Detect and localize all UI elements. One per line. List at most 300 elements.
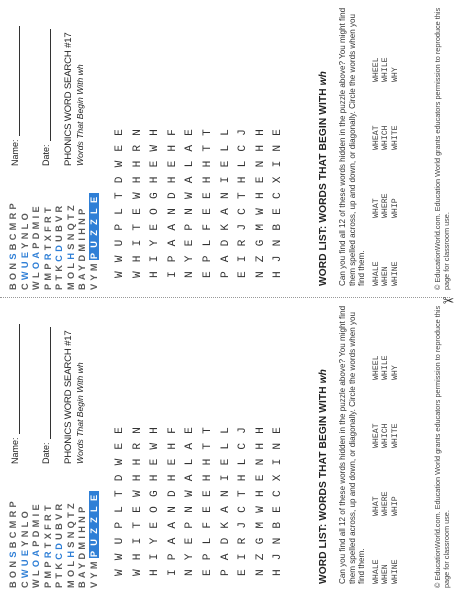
grid-letter[interactable]: U <box>114 537 126 545</box>
logo-letter: V <box>54 212 64 222</box>
grid-letter[interactable]: E <box>272 427 285 434</box>
grid-letter[interactable]: E <box>149 223 162 231</box>
grid-letter[interactable]: E <box>201 506 214 513</box>
grid-letter[interactable]: H <box>131 474 144 482</box>
grid-letter[interactable]: H <box>272 271 285 278</box>
puzzle-logo <box>8 193 100 290</box>
grid-row <box>165 418 183 576</box>
grid-letter[interactable]: L <box>219 442 232 450</box>
logo-row <box>66 491 78 588</box>
grid-row <box>235 120 253 278</box>
grid-letter[interactable]: N <box>166 208 179 215</box>
grid-letter[interactable]: E <box>184 537 197 545</box>
grid-letter[interactable]: W <box>114 255 126 263</box>
grid-letter[interactable]: N <box>166 506 179 513</box>
grid-letter[interactable]: E <box>254 474 267 482</box>
logo-letter: B <box>8 240 18 251</box>
word-item: WHINE <box>390 261 400 286</box>
grid-letter[interactable]: E <box>219 458 232 466</box>
word-item: WHALE <box>372 261 381 286</box>
grid-letter[interactable]: P <box>219 271 232 278</box>
word-item: WHIP <box>390 496 400 516</box>
logo-letter: Z <box>65 500 76 509</box>
grid-letter[interactable]: H <box>131 176 144 184</box>
logo-letter: L <box>31 567 41 577</box>
grid-letter[interactable]: H <box>131 160 144 168</box>
grid-letter[interactable]: L <box>201 537 214 545</box>
grid-letter[interactable]: H <box>201 474 214 482</box>
grid-letter[interactable]: E <box>114 427 126 434</box>
grid-letter[interactable]: F <box>166 427 179 434</box>
grid-letter[interactable]: E <box>184 427 197 434</box>
grid-letter[interactable]: E <box>201 271 214 278</box>
grid-letter[interactable]: A <box>184 474 197 482</box>
grid-letter[interactable]: A <box>166 239 179 247</box>
grid-letter[interactable]: W <box>131 490 144 498</box>
logo-letter: C <box>8 230 18 241</box>
logo-row <box>8 193 20 290</box>
logo-letter: U <box>54 529 64 540</box>
grid-letter[interactable]: G <box>254 537 267 545</box>
grid-letter[interactable]: H <box>149 129 162 136</box>
grid-letter[interactable]: I <box>237 255 250 263</box>
grid-letter[interactable]: E <box>149 458 162 466</box>
logo-letter: P <box>88 249 99 260</box>
grid-letter[interactable]: H <box>149 271 162 278</box>
grid-letter[interactable]: P <box>166 553 179 561</box>
logo-letter: K <box>54 261 64 272</box>
logo-letter: E <box>88 193 99 204</box>
grid-letter[interactable]: D <box>114 474 126 482</box>
grid-letter[interactable]: M <box>254 521 267 529</box>
grid-letter[interactable]: H <box>131 255 144 263</box>
grid-letter[interactable]: N <box>184 271 197 278</box>
grid-letter[interactable]: L <box>184 458 197 466</box>
name-label: Name: <box>10 437 20 464</box>
grid-letter[interactable]: W <box>149 442 162 450</box>
grid-letter[interactable]: K <box>219 521 232 529</box>
logo-letter: U <box>19 556 30 567</box>
grid-letter[interactable]: N <box>272 239 285 247</box>
logo-row <box>20 491 32 588</box>
grid-letter[interactable]: R <box>131 442 144 450</box>
logo-letter: D <box>31 229 41 240</box>
logo-letter: O <box>19 507 30 519</box>
letter-grid <box>112 418 288 576</box>
grid-letter[interactable]: E <box>184 239 197 247</box>
grid-letter[interactable]: H <box>254 192 267 200</box>
grid-letter[interactable]: C <box>272 192 285 200</box>
logo-letter: P <box>31 239 41 249</box>
word-item: WHILE <box>381 355 391 380</box>
logo-letter: N <box>65 528 76 539</box>
grid-letter[interactable]: H <box>131 553 144 561</box>
grid-letter[interactable]: I <box>219 474 232 482</box>
grid-letter[interactable]: E <box>114 144 126 152</box>
grid-letter[interactable]: L <box>219 144 232 152</box>
grid-letter[interactable]: I <box>166 569 179 576</box>
logo-letter: Z <box>88 215 99 225</box>
grid-row <box>218 120 236 278</box>
grid-letter[interactable]: E <box>184 129 197 136</box>
logo-letter: D <box>31 527 41 538</box>
grid-letter[interactable]: Y <box>184 553 197 561</box>
logo-letter: M <box>8 219 18 231</box>
grid-letter[interactable]: H <box>149 569 162 576</box>
logo-letter: M <box>42 567 53 579</box>
grid-letter[interactable]: H <box>254 427 267 434</box>
logo-letter: M <box>8 517 18 529</box>
grid-letter[interactable]: P <box>184 521 197 529</box>
grid-letter[interactable]: P <box>114 521 126 529</box>
grid-letter[interactable]: W <box>131 569 144 576</box>
grid-letter[interactable]: P <box>201 255 214 263</box>
grid-letter[interactable]: E <box>254 176 267 184</box>
grid-letter[interactable]: M <box>254 223 267 231</box>
logo-row <box>77 193 89 290</box>
logo-letter: M <box>88 558 99 570</box>
grid-letter[interactable]: A <box>184 144 197 152</box>
grid-letter[interactable]: T <box>237 490 250 498</box>
grid-letter[interactable]: O <box>149 506 162 513</box>
logo-letter: U <box>54 231 64 242</box>
grid-letter[interactable]: H <box>272 569 285 576</box>
grid-letter[interactable]: N <box>131 427 144 434</box>
grid-letter[interactable]: N <box>184 506 197 513</box>
grid-letter[interactable]: W <box>131 271 144 278</box>
logo-letter: S <box>8 548 18 558</box>
grid-letter[interactable]: J <box>272 553 285 561</box>
grid-letter[interactable]: N <box>219 192 232 200</box>
grid-letter[interactable]: W <box>114 553 126 561</box>
grid-letter[interactable]: A <box>184 442 197 450</box>
logo-letter: W <box>31 278 41 290</box>
grid-letter[interactable]: W <box>114 160 126 168</box>
date-line <box>41 327 51 439</box>
grid-letter[interactable]: A <box>219 553 232 561</box>
logo-letter: R <box>54 500 64 511</box>
grid-letter[interactable]: I <box>166 271 179 278</box>
logo-letter: W <box>19 566 30 579</box>
grid-letter[interactable]: P <box>166 255 179 263</box>
grid-letter[interactable]: G <box>254 239 267 247</box>
grid-letter[interactable]: C <box>272 490 285 498</box>
logo-letter: O <box>8 269 18 281</box>
grid-letter[interactable]: H <box>149 176 162 184</box>
logo-row <box>20 193 32 290</box>
logo-letter: C <box>54 251 64 262</box>
word-list-title <box>318 71 329 286</box>
grid-row <box>253 418 271 576</box>
grid-letter[interactable]: I <box>272 458 285 466</box>
logo-letter: Q <box>65 517 76 529</box>
grid-letter[interactable]: E <box>149 521 162 529</box>
logo-letter: A <box>31 546 41 557</box>
grid-letter[interactable]: D <box>219 537 232 545</box>
grid-letter[interactable]: E <box>219 160 232 168</box>
logo-letter: I <box>77 532 87 539</box>
grid-letter[interactable]: H <box>166 144 179 152</box>
logo-letter: H <box>65 547 76 558</box>
grid-letter[interactable]: A <box>166 537 179 545</box>
grid-letter[interactable]: T <box>201 144 214 152</box>
grid-letter[interactable]: H <box>149 474 162 482</box>
grid-letter[interactable]: H <box>237 474 250 482</box>
grid-letter[interactable]: H <box>131 458 144 466</box>
grid-letter[interactable]: Z <box>254 553 267 561</box>
grid-letter[interactable]: Y <box>149 537 162 545</box>
page-subtitle: Words That Begin With wh <box>75 64 85 166</box>
grid-letter[interactable]: E <box>237 271 250 278</box>
logo-letter: Y <box>19 537 30 547</box>
grid-letter[interactable]: N <box>184 569 197 576</box>
word-item: WHAT <box>372 198 381 218</box>
logo-letter: L <box>88 205 99 214</box>
grid-letter[interactable]: A <box>184 176 197 184</box>
logo-letter: H <box>77 522 87 533</box>
copyright-footer: © EducationWorld.com. Education World grants educators permission to reproduce this page for classroom use. <box>433 305 451 588</box>
grid-letter[interactable]: T <box>114 192 126 200</box>
grid-letter[interactable]: I <box>131 537 144 545</box>
grid-letter[interactable]: E <box>114 129 126 136</box>
logo-row <box>77 491 89 588</box>
logo-letter: M <box>77 240 87 252</box>
grid-letter[interactable]: T <box>114 490 126 498</box>
name-line <box>10 26 20 136</box>
logo-letter: Y <box>77 559 87 569</box>
grid-letter[interactable]: P <box>219 569 232 576</box>
grid-letter[interactable]: E <box>166 160 179 168</box>
grid-letter[interactable]: L <box>114 506 126 513</box>
grid-letter[interactable]: E <box>201 569 214 576</box>
grid-letter[interactable]: A <box>166 521 179 529</box>
grid-letter[interactable]: D <box>219 239 232 247</box>
grid-letter[interactable]: E <box>131 506 144 513</box>
grid-letter[interactable]: W <box>184 192 197 200</box>
logo-row <box>89 193 101 290</box>
grid-letter[interactable]: H <box>254 129 267 136</box>
logo-letter: O <box>19 209 30 221</box>
grid-letter[interactable]: A <box>166 223 179 231</box>
grid-letter[interactable]: N <box>219 490 232 498</box>
grid-letter[interactable]: E <box>114 442 126 450</box>
grid-letter[interactable]: J <box>237 129 250 136</box>
grid-letter[interactable]: E <box>201 208 214 215</box>
grid-letter[interactable]: E <box>201 192 214 200</box>
word-item: WHICH <box>381 423 391 448</box>
logo-letter: B <box>54 221 64 232</box>
grid-letter[interactable]: T <box>237 192 250 200</box>
logo-letter: P <box>54 280 64 290</box>
grid-letter[interactable]: L <box>219 129 232 136</box>
grid-letter[interactable]: I <box>237 553 250 561</box>
grid-letter[interactable]: H <box>166 176 179 184</box>
logo-letter: D <box>54 241 64 252</box>
grid-letter[interactable]: A <box>219 208 232 215</box>
grid-letter[interactable]: U <box>114 239 126 247</box>
grid-letter[interactable]: J <box>237 223 250 231</box>
word-item: WHY <box>390 67 400 82</box>
grid-letter[interactable]: N <box>254 569 267 576</box>
logo-letter: V <box>54 510 64 520</box>
grid-letter[interactable]: E <box>272 506 285 513</box>
grid-letter[interactable]: E <box>272 208 285 215</box>
logo-letter: X <box>42 529 53 540</box>
grid-letter[interactable]: P <box>114 223 126 231</box>
grid-letter[interactable]: A <box>219 255 232 263</box>
logo-letter: T <box>42 502 53 511</box>
grid-letter[interactable]: T <box>201 129 214 136</box>
grid-letter[interactable]: W <box>149 144 162 152</box>
grid-letter[interactable]: A <box>219 506 232 513</box>
logo-letter: C <box>54 549 64 560</box>
logo-letter: K <box>54 559 64 570</box>
grid-letter[interactable]: H <box>254 490 267 498</box>
grid-letter[interactable]: Y <box>184 255 197 263</box>
grid-letter[interactable]: Z <box>254 255 267 263</box>
date-field <box>41 29 51 166</box>
logo-letter: H <box>65 249 76 260</box>
date-label: Date: <box>41 144 51 166</box>
grid-letter[interactable]: D <box>166 490 179 498</box>
grid-letter[interactable]: I <box>149 255 162 263</box>
grid-letter[interactable]: N <box>254 160 267 168</box>
logo-row <box>8 491 20 588</box>
grid-letter[interactable]: W <box>114 271 126 278</box>
grid-letter[interactable]: B <box>272 223 285 231</box>
grid-letter[interactable]: P <box>184 223 197 231</box>
grid-letter[interactable]: F <box>201 223 214 231</box>
grid-letter[interactable]: N <box>131 129 144 136</box>
grid-letter[interactable]: E <box>149 160 162 168</box>
logo-letter: A <box>77 270 87 281</box>
grid-letter[interactable]: E <box>272 129 285 136</box>
grid-letter[interactable]: I <box>272 160 285 168</box>
grid-letter[interactable]: C <box>237 144 250 152</box>
logo-row <box>89 491 101 588</box>
logo-letter: T <box>42 204 53 213</box>
grid-letter[interactable]: X <box>272 474 285 482</box>
grid-letter[interactable]: R <box>237 239 250 247</box>
grid-letter[interactable]: R <box>131 144 144 152</box>
grid-letter[interactable]: W <box>254 208 267 215</box>
grid-letter[interactable]: X <box>272 176 285 184</box>
grid-letter[interactable]: K <box>219 223 232 231</box>
logo-letter: E <box>19 248 30 259</box>
grid-letter[interactable]: L <box>114 208 126 215</box>
grid-letter[interactable]: I <box>219 176 232 184</box>
grid-letter[interactable]: C <box>237 506 250 513</box>
grid-letter[interactable]: N <box>272 537 285 545</box>
grid-letter[interactable]: R <box>237 537 250 545</box>
logo-letter: B <box>77 280 87 290</box>
grid-letter[interactable]: P <box>201 553 214 561</box>
logo-letter: L <box>19 220 30 230</box>
word-list-title-text: WORD LIST: WORDS THAT BEGIN WITH <box>318 383 329 584</box>
grid-letter[interactable]: H <box>237 176 250 184</box>
grid-letter[interactable]: J <box>237 427 250 434</box>
grid-letter[interactable]: C <box>237 208 250 215</box>
grid-letter[interactable]: J <box>272 255 285 263</box>
logo-letter: P <box>77 205 87 215</box>
logo-letter: M <box>31 516 41 528</box>
logo-letter: P <box>8 498 18 508</box>
grid-letter[interactable]: L <box>201 239 214 247</box>
grid-letter[interactable]: E <box>166 458 179 466</box>
grid-letter[interactable]: N <box>254 271 267 278</box>
grid-letter[interactable]: E <box>237 569 250 576</box>
logo-letter: U <box>19 258 30 269</box>
logo-letter: F <box>42 222 53 232</box>
grid-letter[interactable]: L <box>237 458 250 466</box>
logo-letter: O <box>65 268 76 280</box>
logo-letter: N <box>65 230 76 241</box>
grid-letter[interactable]: C <box>237 442 250 450</box>
grid-letter[interactable]: T <box>131 223 144 231</box>
grid-letter[interactable]: F <box>201 521 214 529</box>
grid-letter[interactable]: W <box>184 490 197 498</box>
instructions: Can you find all 12 of these words hidden in the puzzle above? You might find them spelled across, up and down, or diagonally. Circle the words when you find them. <box>338 7 367 286</box>
grid-letter[interactable]: W <box>114 458 126 466</box>
grid-letter[interactable]: H <box>149 427 162 434</box>
grid-letter[interactable]: I <box>149 553 162 561</box>
grid-letter[interactable]: G <box>149 192 162 200</box>
name-field <box>10 26 20 166</box>
grid-letter[interactable]: Y <box>149 239 162 247</box>
grid-letter[interactable]: L <box>184 160 197 168</box>
name-field <box>10 324 20 464</box>
grid-letter[interactable]: H <box>254 144 267 152</box>
grid-letter[interactable]: H <box>201 160 214 168</box>
grid-letter[interactable]: H <box>201 458 214 466</box>
word-item: WHEAT <box>372 423 381 448</box>
logo-letter: Q <box>65 219 76 231</box>
grid-letter[interactable]: W <box>254 506 267 513</box>
grid-letter[interactable]: F <box>166 129 179 136</box>
grid-letter[interactable]: H <box>254 442 267 450</box>
scissors-icon: ✂ <box>442 292 455 309</box>
grid-letter[interactable]: W <box>131 192 144 200</box>
logo-letter: L <box>31 269 41 279</box>
grid-letter[interactable]: N <box>184 208 197 215</box>
grid-letter[interactable]: B <box>272 521 285 529</box>
grid-letter[interactable]: T <box>201 427 214 434</box>
grid-letter[interactable]: I <box>131 239 144 247</box>
grid-letter[interactable]: E <box>131 208 144 215</box>
grid-letter[interactable]: W <box>114 569 126 576</box>
word-item: WHINE <box>390 559 400 584</box>
grid-letter[interactable]: H <box>166 474 179 482</box>
grid-letter[interactable]: T <box>201 442 214 450</box>
grid-letter[interactable]: T <box>131 521 144 529</box>
logo-letter: T <box>65 210 76 220</box>
word-list <box>372 22 400 286</box>
grid-letter[interactable]: E <box>201 490 214 498</box>
grid-letter[interactable]: O <box>149 208 162 215</box>
grid-letter[interactable]: D <box>114 176 126 184</box>
grid-letter[interactable]: H <box>201 176 214 184</box>
logo-letter: B <box>8 280 18 290</box>
grid-letter[interactable]: H <box>166 442 179 450</box>
grid-letter[interactable]: G <box>149 490 162 498</box>
grid-letter[interactable]: N <box>272 442 285 450</box>
grid-letter[interactable]: J <box>237 521 250 529</box>
grid-letter[interactable]: N <box>254 458 267 466</box>
grid-letter[interactable]: L <box>219 427 232 434</box>
grid-letter[interactable]: N <box>272 144 285 152</box>
grid-letter[interactable]: L <box>237 160 250 168</box>
grid-letter[interactable]: D <box>166 192 179 200</box>
